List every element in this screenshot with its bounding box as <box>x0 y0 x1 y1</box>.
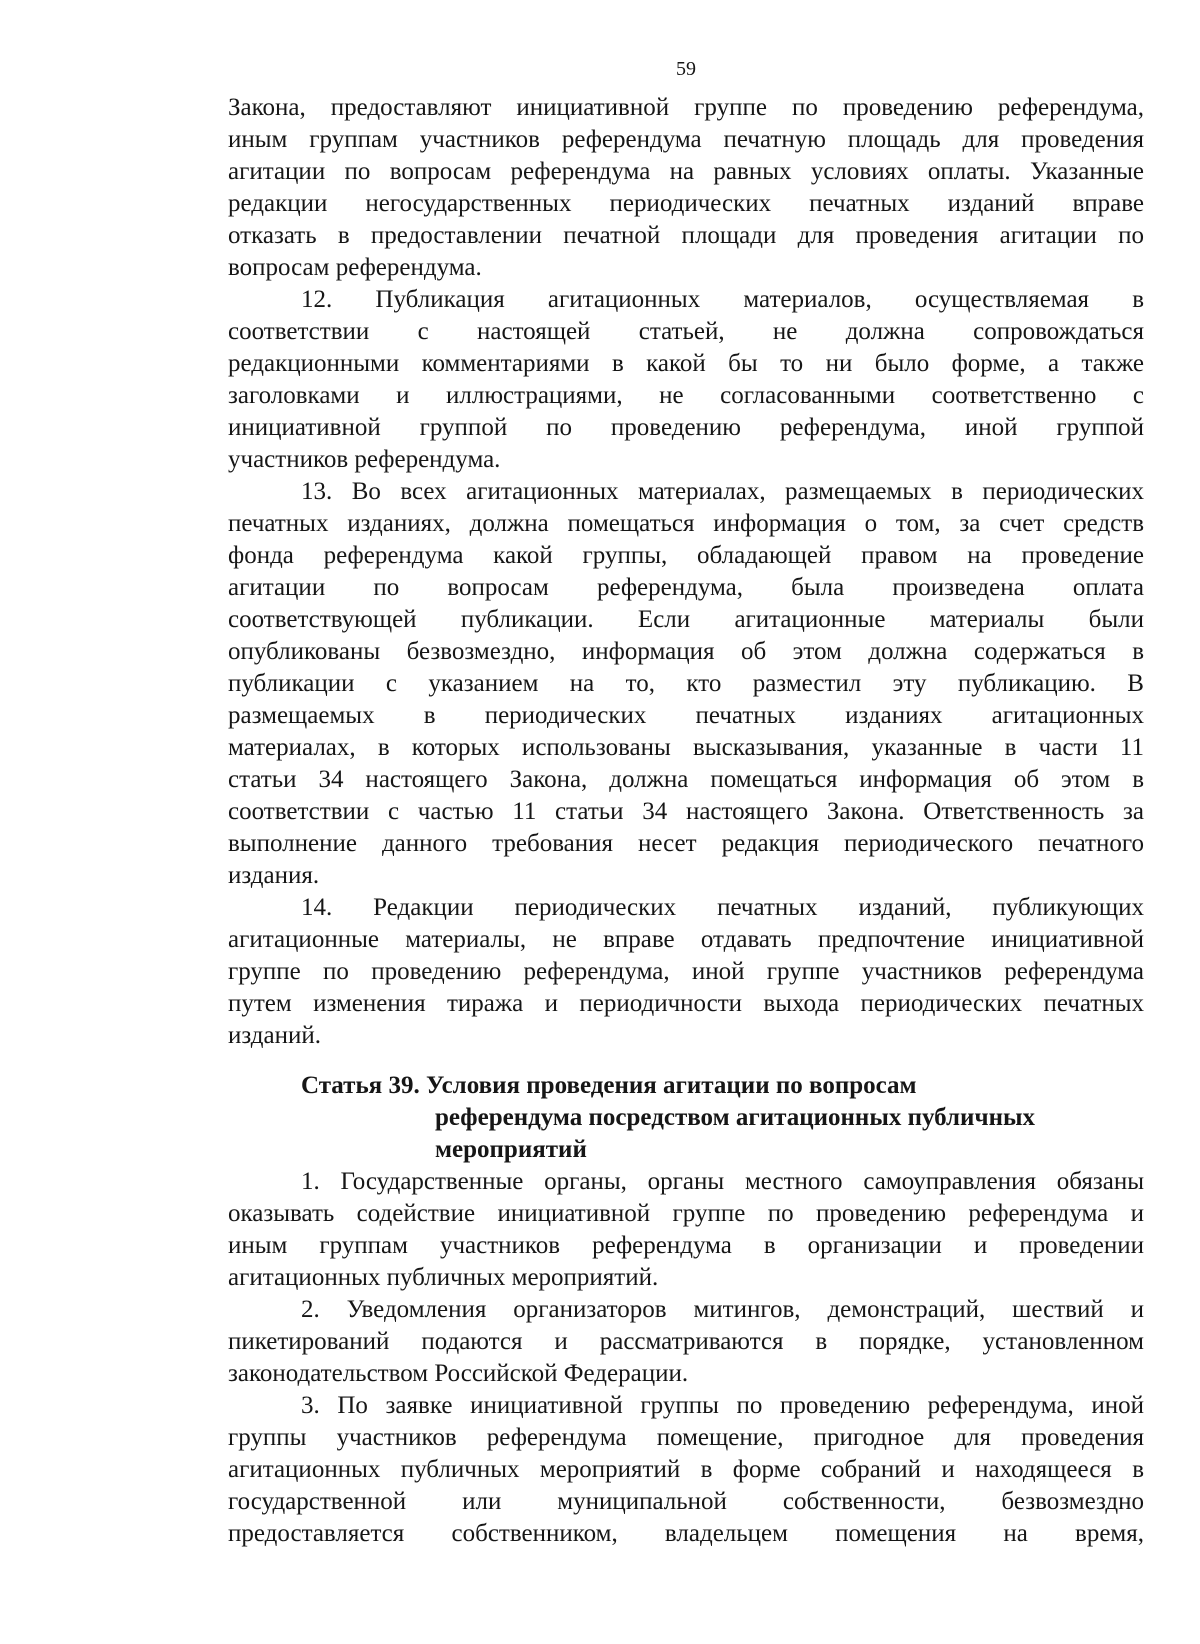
text-line: оказывать содействие инициативной группе по проведению референдума и <box>228 1200 1144 1227</box>
article-heading-continuation: референдума посредством агитационных публичных <box>435 1104 1035 1131</box>
text-line: агитационных публичных мероприятий в форме собраний и находящееся в <box>228 1456 1144 1483</box>
text-line: 2. Уведомления организаторов митингов, демонстраций, шествий и <box>301 1296 1144 1323</box>
page-number: 59 <box>676 58 696 80</box>
text-line: группе по проведению референдума, иной группе участников референдума <box>228 958 1144 985</box>
text-line: размещаемых в периодических печатных изданиях агитационных <box>228 702 1144 729</box>
text-line: материалах, в которых использованы высказывания, указанные в части 11 <box>228 734 1144 761</box>
text-line: издания. <box>228 862 320 889</box>
text-line: пикетирований подаются и рассматриваются в порядке, установленном <box>228 1328 1144 1355</box>
text-line: Закона, предоставляют инициативной группе по проведению референдума, <box>228 94 1144 121</box>
text-line: 12. Публикация агитационных материалов, осуществляемая в <box>301 286 1144 313</box>
text-line: заголовками и иллюстрациями, не согласованными соответственно с <box>228 382 1144 409</box>
text-line: агитационных публичных мероприятий. <box>228 1264 659 1291</box>
text-line: группы участников референдума помещение, пригодное для проведения <box>228 1424 1144 1451</box>
text-line: агитационные материалы, не вправе отдавать предпочтение инициативной <box>228 926 1144 953</box>
text-line: иным группам участников референдума печатную площадь для проведения <box>228 126 1144 153</box>
text-line: государственной или муниципальной собственности, безвозмездно <box>228 1488 1144 1515</box>
text-line: изданий. <box>228 1022 322 1049</box>
text-line: публикации с указанием на то, кто разместил эту публикацию. В <box>228 670 1144 697</box>
text-line: 3. По заявке инициативной группы по проведению референдума, иной <box>301 1392 1144 1419</box>
text-line: агитации по вопросам референдума на равных условиях оплаты. Указанные <box>228 158 1144 185</box>
text-line: 1. Государственные органы, органы местного самоуправления обязаны <box>301 1168 1144 1195</box>
text-line: 13. Во всех агитационных материалах, размещаемых в периодических <box>301 478 1144 505</box>
text-line: печатных изданиях, должна помещаться информация о том, за счет средств <box>228 510 1144 537</box>
text-line: выполнение данного требования несет редакция периодического печатного <box>228 830 1144 857</box>
text-line: опубликованы безвозмездно, информация об этом должна содержаться в <box>228 638 1144 665</box>
text-line: вопросам референдума. <box>228 254 482 281</box>
text-line: участников референдума. <box>228 446 501 473</box>
text-line: соответствии с частью 11 статьи 34 настоящего Закона. Ответственность за <box>228 798 1144 825</box>
text-line: редакции негосударственных периодических печатных изданий вправе <box>228 190 1144 217</box>
text-line: инициативной группой по проведению референдума, иной группой <box>228 414 1144 441</box>
text-line: иным группам участников референдума в организации и проведении <box>228 1232 1144 1259</box>
text-line: агитации по вопросам референдума, была произведена оплата <box>228 574 1144 601</box>
text-line: фонда референдума какой группы, обладающей правом на проведение <box>228 542 1144 569</box>
text-line: отказать в предоставлении печатной площади для проведения агитации по <box>228 222 1144 249</box>
text-line: законодательством Российской Федерации. <box>228 1360 689 1387</box>
text-line: предоставляется собственником, владельцем помещения на время, <box>228 1520 1144 1547</box>
text-line: редакционными комментариями в какой бы то ни было форме, а также <box>228 350 1144 377</box>
text-line: 14. Редакции периодических печатных изданий, публикующих <box>301 894 1144 921</box>
article-heading-continuation: мероприятий <box>435 1136 587 1163</box>
article-heading: Статья 39. Условия проведения агитации по вопросам <box>301 1072 917 1099</box>
text-line: соответствующей публикации. Если агитационные материалы были <box>228 606 1144 633</box>
text-line: путем изменения тиража и периодичности выхода периодических печатных <box>228 990 1144 1017</box>
text-line: статьи 34 настоящего Закона, должна помещаться информация об этом в <box>228 766 1144 793</box>
text-line: соответствии с настоящей статьей, не должна сопровождаться <box>228 318 1144 345</box>
